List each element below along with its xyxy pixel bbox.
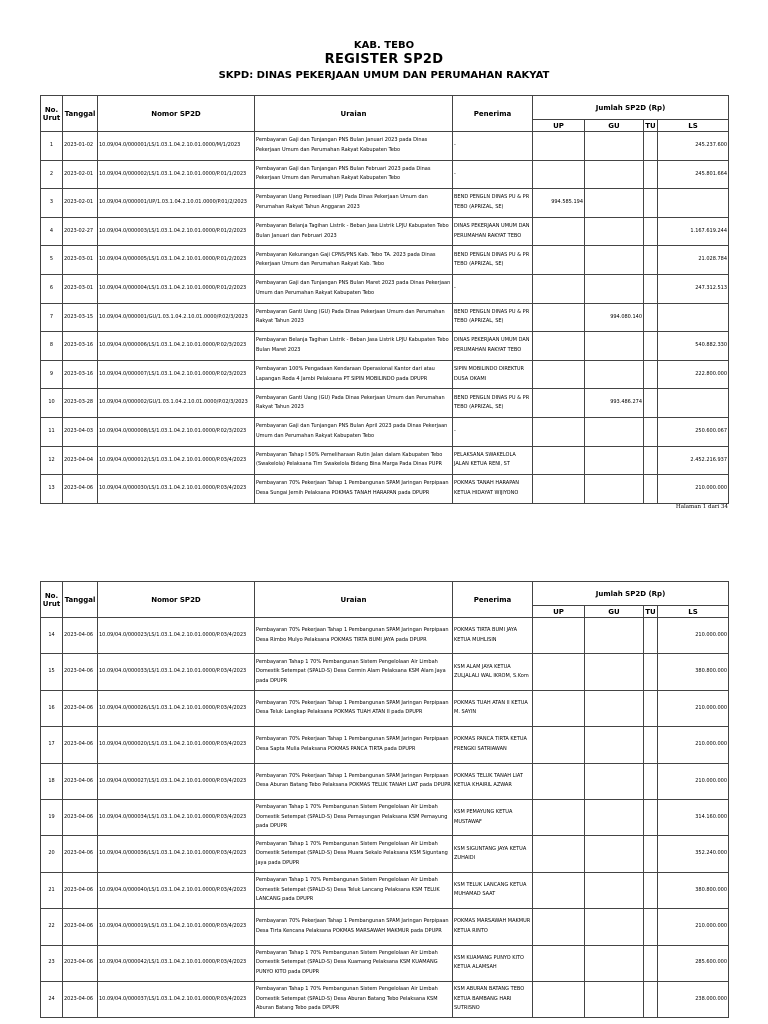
col-header-tu: TU: [645, 607, 656, 616]
cell-nomor-sp2d: 10.09/04.0/000007/LS/1.03.1.04.2.10.01.0000/P.02/3/2023: [98, 360, 255, 389]
cell-tanggal: 2023-04-06: [63, 763, 98, 799]
cell-uraian: Pembayaran Belanja Tagihan Listrik - Beban Jasa Listrik LPJU Kabupaten Tebo Bulan Maret 2023: [255, 332, 453, 361]
col-header-penerima: Penerima: [453, 582, 533, 618]
cell-tu: [644, 763, 658, 799]
page-number: Halaman 1 dari 34: [675, 504, 728, 510]
cell-up: [533, 217, 585, 246]
cell-up: [533, 872, 585, 908]
cell-penerima: -: [453, 274, 533, 303]
cell-tanggal: 2023-04-03: [63, 417, 98, 446]
cell-gu: [585, 475, 644, 504]
table-row: [41, 981, 729, 1017]
cell-tanggal: 2023-04-06: [63, 981, 98, 1017]
cell-ls: 21.028.784: [658, 246, 729, 275]
cell-gu: [585, 727, 644, 763]
cell-tu: [644, 836, 658, 872]
cell-gu: [585, 799, 644, 835]
table-row: [41, 618, 729, 654]
col-header-gu: GU: [585, 120, 644, 132]
cell-up: [533, 303, 585, 332]
table-row: [41, 799, 729, 835]
table-row: [41, 189, 729, 218]
cell-up: [533, 417, 585, 446]
cell-ls: 285.600.000: [658, 945, 729, 981]
cell-tanggal: 2023-04-06: [63, 475, 98, 504]
cell-tanggal: 2023-03-16: [63, 332, 98, 361]
cell-penerima: DINAS PEKERJAAN UMUM DAN PERUMAHAN RAKYAT TEBO: [453, 332, 533, 361]
cell-penerima: DINAS PEKERJAAN UMUM DAN PERUMAHAN RAKYAT TEBO: [453, 217, 533, 246]
cell-gu: [585, 417, 644, 446]
cell-tanggal: 2023-01-02: [63, 132, 98, 161]
cell-up: [533, 274, 585, 303]
cell-ls: 314.160.000: [658, 799, 729, 835]
cell-penerima: SIPIN MOBILINDO DIREKTUR DUSA OKAMI: [453, 360, 533, 389]
cell-ls: 1.167.619.244: [658, 217, 729, 246]
table-row: [41, 446, 729, 475]
cell-no: 14: [41, 618, 63, 654]
cell-nomor-sp2d: 10.09/04.0/000001/UP/1.03.1.04.2.10.01.0000/P.01/2/2023: [98, 189, 255, 218]
col-header-uraian: Uraian: [255, 96, 453, 132]
cell-uraian: Pembayaran Tahap 1 70% Pembangunan Sistem Pengelolaan Air Limbah Domestik Setempat (SPALD-S) Desa Pemayungan Pelaksana KSM Pemayung pada DPUPR: [255, 799, 453, 835]
cell-ls: 238.000.000: [658, 981, 729, 1017]
cell-penerima: -: [453, 132, 533, 161]
cell-tu: [644, 132, 658, 161]
cell-gu: [585, 189, 644, 218]
cell-gu: [585, 246, 644, 275]
cell-penerima: BEND PENGLN DINAS PU & PR TEBO (APRIZAL, SE): [453, 389, 533, 418]
cell-no: 24: [41, 981, 63, 1017]
cell-up: [533, 475, 585, 504]
cell-penerima: PELAKSANA SWAKELOLA JALAN KETUA RENI, ST: [453, 446, 533, 475]
table-row: [41, 654, 729, 690]
table-row: [41, 417, 729, 446]
col-header-jumlah: Jumlah SP2D (Rp): [533, 96, 729, 120]
cell-nomor-sp2d: 10.09/04.0/000030/LS/1.03.1.04.2.10.01.0000/P.03/4/2023: [98, 475, 255, 504]
cell-up: [533, 389, 585, 418]
cell-uraian: Pembayaran 70% Pekerjaan Tahap 1 Pembangunan SPAM Jaringan Perpipaan Desa Tirta Kencana Pelaksana POKMAS MARSAWAH MAKMUR pada DPUPR: [255, 909, 453, 945]
cell-penerima: BEND PENGLN DINAS PU & PR TEBO (APRIZAL, SE): [453, 189, 533, 218]
cell-nomor-sp2d: 10.09/04.0/000002/LS/1.03.1.04.2.10.01.0000/P.01/1/2023: [98, 160, 255, 189]
table-row: [41, 217, 729, 246]
cell-uraian: Pembayaran 70% Pekerjaan Tahap 1 Pembangunan SPAM Jaringan Perpipaan Desa Rimbo Mulyo Pelaksana POKMAS TIRTA BUMI JAYA pada DPUPR: [255, 618, 453, 654]
col-header-nomor: Nomor SP2D: [98, 96, 255, 132]
cell-tanggal: 2023-04-06: [63, 690, 98, 726]
cell-penerima: POKMAS TIRTA BUMI JAYA KETUA MUHLISIN: [453, 618, 533, 654]
cell-nomor-sp2d: 10.09/04.0/000023/LS/1.03.1.04.2.10.01.0000/P.03/4/2023: [98, 618, 255, 654]
cell-gu: [585, 763, 644, 799]
cell-up: [533, 654, 585, 690]
table-row: [41, 160, 729, 189]
cell-no: 4: [41, 217, 63, 246]
cell-no: 22: [41, 909, 63, 945]
cell-nomor-sp2d: 10.09/04.0/000003/LS/1.03.1.04.2.10.01.0000/P.01/2/2023: [98, 217, 255, 246]
cell-no: 1: [41, 132, 63, 161]
register-table-page-1: [40, 95, 729, 504]
cell-penerima: KSM TELUK LANCANG KETUA MUHAMAD SAAT: [453, 872, 533, 908]
cell-no: 10: [41, 389, 63, 418]
cell-up: [533, 618, 585, 654]
table-row: [41, 389, 729, 418]
col-header-up: UP: [533, 606, 585, 618]
col-header-nomor: Nomor SP2D: [98, 582, 255, 618]
cell-no: 8: [41, 332, 63, 361]
cell-uraian: Pembayaran Tahap 1 70% Pembangunan Sistem Pengelolaan Air Limbah Domestik Setempat (SPALD-S) Desa Teluk Lancang Pelaksana KSM TELUK LANCANG pada DPUPR: [255, 872, 453, 908]
cell-uraian: Pembayaran Tahap 1 70% Pembangunan Sistem Pengelolaan Air Limbah Domestik Setempat (SPALD-S) Desa Aburan Batang Tebo Pelaksana KSM Aburan Batang Tebo pada DPUPR: [255, 981, 453, 1017]
cell-no: 6: [41, 274, 63, 303]
cell-nomor-sp2d: 10.09/04.0/000040/LS/1.03.1.04.2.10.01.0000/P.03/4/2023: [98, 872, 255, 908]
cell-tanggal: 2023-02-01: [63, 189, 98, 218]
table-row: [41, 246, 729, 275]
table-row: [41, 872, 729, 908]
table-row: [41, 332, 729, 361]
cell-uraian: Pembayaran 70% Pekerjaan Tahap 1 Pembangunan SPAM Jaringan Perpipaan Desa Aburan Batang Tebo Pelaksana POKMAS TELUK TANAH LIAT pada DPUPR: [255, 763, 453, 799]
cell-up: [533, 981, 585, 1017]
cell-penerima: -: [453, 417, 533, 446]
cell-penerima: KSM ALAM JAYA KETUA ZULJALALI WAL IKROM, S.Kom: [453, 654, 533, 690]
cell-tu: [644, 799, 658, 835]
col-header-no: No. Urut: [41, 582, 63, 618]
cell-tu: [644, 654, 658, 690]
cell-ls: [658, 389, 729, 418]
col-header-ls: LS: [658, 120, 729, 132]
cell-up: [533, 836, 585, 872]
table-row: [41, 763, 729, 799]
cell-no: 23: [41, 945, 63, 981]
cell-ls: 250.600.067: [658, 417, 729, 446]
cell-ls: 222.800.000: [658, 360, 729, 389]
cell-gu: [585, 160, 644, 189]
cell-penerima: POKMAS TANAH HARAPAN KETUA HIDAYAT WIJIYONO: [453, 475, 533, 504]
cell-tanggal: 2023-04-06: [63, 945, 98, 981]
col-header-gu: GU: [585, 606, 644, 618]
cell-penerima: BEND PENGLN DINAS PU & PR TEBO (APRIZAL, SE): [453, 303, 533, 332]
cell-up: [533, 160, 585, 189]
cell-tu: [644, 217, 658, 246]
cell-tu: [644, 981, 658, 1017]
cell-gu: [585, 446, 644, 475]
cell-tu: [644, 274, 658, 303]
cell-gu: 994.080.140: [585, 303, 644, 332]
cell-tu: [644, 727, 658, 763]
cell-uraian: Pembayaran Gaji dan Tunjangan PNS Bulan Januari 2023 pada Dinas Pekerjaan Umum dan Perumahan Rakyat Kabupaten Tebo: [255, 132, 453, 161]
table-row: [41, 132, 729, 161]
cell-no: 2: [41, 160, 63, 189]
table-row: [41, 836, 729, 872]
cell-tu: [644, 872, 658, 908]
cell-ls: 245.237.600: [658, 132, 729, 161]
cell-ls: 245.801.664: [658, 160, 729, 189]
cell-up: [533, 246, 585, 275]
cell-tu: [644, 246, 658, 275]
cell-uraian: Pembayaran Gaji dan Tunjangan PNS Bulan Februari 2023 pada Dinas Pekerjaan Umum dan Perumahan Rakyat Kabupaten Tebo: [255, 160, 453, 189]
table-row: [41, 690, 729, 726]
cell-ls: 210.000.000: [658, 618, 729, 654]
cell-uraian: Pembayaran Ganti Uang (GU) Pada Dinas Pekerjaan Umum dan Perumahan Rakyat Tahun 2023: [255, 303, 453, 332]
cell-tu: [644, 475, 658, 504]
cell-uraian: Pembayaran Uang Persediaan (UP) Pada Dinas Pekerjaan Umum dan Perumahan Rakyat Tahun Anggaran 2023: [255, 189, 453, 218]
cell-uraian: Pembayaran Belanja Tagihan Listrik - Beban Jasa Listrik LPJU Kabupaten Tebo Bulan Januari dan Februari 2023: [255, 217, 453, 246]
cell-tu: [644, 303, 658, 332]
cell-tanggal: 2023-03-15: [63, 303, 98, 332]
cell-penerima: KSM KUAMANG PUNYO KITO KETUA ALAMSAH: [453, 945, 533, 981]
cell-uraian: Pembayaran Tahap I 50% Pemeliharaan Rutin Jalan dalam Kabupaten Tebo (Swakelola) Pelaksana Tim Swakelola Bidang Bina Marga Pada Dinas PUPR: [255, 446, 453, 475]
cell-no: 20: [41, 836, 63, 872]
cell-ls: 352.240.000: [658, 836, 729, 872]
cell-gu: [585, 132, 644, 161]
cell-penerima: -: [453, 160, 533, 189]
cell-nomor-sp2d: 10.09/04.0/000002/GU/1.03.1.04.2.10.01.0000/P.02/3/2023: [98, 389, 255, 418]
cell-up: [533, 727, 585, 763]
cell-penerima: KSM ABURAN BATANG TEBO KETUA BAMBANG HARI SUTRISNO: [453, 981, 533, 1017]
cell-up: [533, 446, 585, 475]
cell-penerima: POKMAS MARSAWAH MAKMUR KETUA RINTO: [453, 909, 533, 945]
cell-no: 17: [41, 727, 63, 763]
cell-up: [533, 690, 585, 726]
cell-gu: [585, 836, 644, 872]
cell-ls: [658, 303, 729, 332]
cell-no: 21: [41, 872, 63, 908]
cell-nomor-sp2d: 10.09/04.0/000001/LS/1.03.1.04.2.10.01.0000/M/1/2023: [98, 132, 255, 161]
cell-uraian: Pembayaran Gaji dan Tunjangan PNS Bulan Maret 2023 pada Dinas Pekerjaan Umum dan Perumahan Rakyat Kabupaten Tebo: [255, 274, 453, 303]
cell-tu: [644, 417, 658, 446]
cell-ls: 380.800.000: [658, 872, 729, 908]
table-row: [41, 303, 729, 332]
cell-nomor-sp2d: 10.09/04.0/000027/LS/1.03.1.04.2.10.01.0000/P.03/4/2023: [98, 763, 255, 799]
cell-tu: [644, 389, 658, 418]
cell-gu: [585, 981, 644, 1017]
cell-nomor-sp2d: 10.09/04.0/000008/LS/1.03.1.04.2.10.01.0000/P.02/3/2023: [98, 417, 255, 446]
cell-up: [533, 909, 585, 945]
cell-no: 7: [41, 303, 63, 332]
cell-up: [533, 945, 585, 981]
cell-gu: [585, 217, 644, 246]
cell-up: [533, 332, 585, 361]
cell-ls: 210.000.000: [658, 763, 729, 799]
cell-penerima: POKMAS PANCA TIRTA KETUA FRENGKI SATRIAWAN: [453, 727, 533, 763]
cell-tanggal: 2023-04-06: [63, 836, 98, 872]
cell-tanggal: 2023-04-06: [63, 618, 98, 654]
cell-ls: 247.312.513: [658, 274, 729, 303]
table-row: [41, 475, 729, 504]
cell-tu: [644, 446, 658, 475]
cell-nomor-sp2d: 10.09/04.0/000019/LS/1.03.1.04.2.10.01.0000/P.03/4/2023: [98, 909, 255, 945]
cell-gu: [585, 332, 644, 361]
cell-nomor-sp2d: 10.09/04.0/000020/LS/1.03.1.04.2.10.01.0000/P.03/4/2023: [98, 727, 255, 763]
cell-uraian: Pembayaran Ganti Uang (GU) Pada Dinas Pekerjaan Umum dan Perumahan Rakyat Tahun 2023: [255, 389, 453, 418]
cell-ls: 380.800.000: [658, 654, 729, 690]
cell-penerima: KSM SIGUNTANG JAYA KETUA ZUHAIDI: [453, 836, 533, 872]
cell-gu: [585, 360, 644, 389]
cell-up: [533, 360, 585, 389]
cell-uraian: Pembayaran 70% Pekerjaan Tahap 1 Pembangunan SPAM Jaringan Perpipaan Desa Sungai Jernih Pelaksana POKMAS TANAH HARAPAN pada DPUPR: [255, 475, 453, 504]
register-table-page-2: [40, 581, 729, 1018]
cell-nomor-sp2d: 10.09/04.0/000006/LS/1.03.1.04.2.10.01.0000/P.02/3/2023: [98, 332, 255, 361]
cell-uraian: Pembayaran Tahap 1 70% Pembangunan Sistem Pengelolaan Air Limbah Domestik Setempat (SPALD-S) Desa Kuamang Pelaksana KSM KUAMANG PUNYO KITO pada DPUPR: [255, 945, 453, 981]
cell-tanggal: 2023-04-06: [63, 909, 98, 945]
cell-tanggal: 2023-03-28: [63, 389, 98, 418]
cell-nomor-sp2d: 10.09/04.0/000037/LS/1.03.1.04.2.10.01.0000/P.03/4/2023: [98, 981, 255, 1017]
cell-nomor-sp2d: 10.09/04.0/000012/LS/1.03.1.04.2.10.01.0000/P.03/4/2023: [98, 446, 255, 475]
cell-ls: [658, 189, 729, 218]
cell-tu: [644, 332, 658, 361]
cell-tanggal: 2023-03-01: [63, 246, 98, 275]
cell-tu: [644, 189, 658, 218]
cell-tanggal: 2023-04-04: [63, 446, 98, 475]
col-header-up: UP: [533, 120, 585, 132]
cell-tanggal: 2023-02-01: [63, 160, 98, 189]
cell-nomor-sp2d: 10.09/04.0/000034/LS/1.03.1.04.2.10.01.0000/P.03/4/2023: [98, 799, 255, 835]
cell-tu: [644, 618, 658, 654]
table-row: [41, 909, 729, 945]
cell-tu: [644, 360, 658, 389]
cell-ls: 210.000.000: [658, 690, 729, 726]
cell-tu: [644, 909, 658, 945]
cell-gu: [585, 690, 644, 726]
cell-no: 18: [41, 763, 63, 799]
cell-tanggal: 2023-04-06: [63, 654, 98, 690]
cell-nomor-sp2d: 10.09/04.0/000033/LS/1.03.1.04.2.10.01.0000/P.03/4/2023: [98, 654, 255, 690]
cell-gu: [585, 909, 644, 945]
cell-nomor-sp2d: 10.09/04.0/000004/LS/1.03.1.04.2.10.01.0000/P.01/2/2023: [98, 274, 255, 303]
col-header-jumlah: Jumlah SP2D (Rp): [533, 582, 729, 606]
col-header-no: No. Urut: [41, 96, 63, 132]
cell-uraian: Pembayaran Tahap 1 70% Pembangunan Sistem Pengelolaan Air Limbah Domestik Setempat (SPALD-S) Desa Muara Sekalo Pelaksana KSM Siguntang Jaya pada DPUPR: [255, 836, 453, 872]
cell-tanggal: 2023-02-27: [63, 217, 98, 246]
cell-gu: [585, 274, 644, 303]
cell-no: 13: [41, 475, 63, 504]
cell-penerima: POKMAS TELUK TANAH LIAT KETUA KHAIRIL AZWAR: [453, 763, 533, 799]
cell-up: 994.585.194: [533, 189, 585, 218]
cell-no: 3: [41, 189, 63, 218]
cell-up: [533, 799, 585, 835]
cell-no: 9: [41, 360, 63, 389]
cell-tu: [644, 690, 658, 726]
col-header-tu: TU: [645, 121, 656, 130]
cell-up: [533, 763, 585, 799]
cell-penerima: BEND PENGLN DINAS PU & PR TEBO (APRIZAL, SE): [453, 246, 533, 275]
cell-no: 11: [41, 417, 63, 446]
cell-uraian: Pembayaran Tahap 1 70% Pembangunan Sistem Pengelolaan Air Limbah Domestik Setempat (SPALD-S) Desa Cermin Alam Pelaksana KSM Alam Jaya pada DPUPR: [255, 654, 453, 690]
cell-penerima: POKMAS TUAH ATAN II KETUA M. SAYIN: [453, 690, 533, 726]
cell-uraian: Pembayaran 70% Pekerjaan Tahap 1 Pembangunan SPAM Jaringan Perpipaan Desa Teluk Langkap Pelaksana POKMAS TUAH ATAN II pada DPUPR: [255, 690, 453, 726]
table-row: [41, 727, 729, 763]
cell-no: 19: [41, 799, 63, 835]
cell-nomor-sp2d: 10.09/04.0/000042/LS/1.03.1.04.2.10.01.0000/P.03/4/2023: [98, 945, 255, 981]
cell-tanggal: 2023-04-06: [63, 872, 98, 908]
cell-no: 16: [41, 690, 63, 726]
cell-tanggal: 2023-03-16: [63, 360, 98, 389]
col-header-ls: LS: [658, 606, 729, 618]
page-title: REGISTER SP2D: [324, 52, 444, 67]
cell-no: 15: [41, 654, 63, 690]
kabupaten-heading: KAB. TEBO: [353, 40, 415, 51]
cell-nomor-sp2d: 10.09/04.0/000005/LS/1.03.1.04.2.10.01.0000/P.01/2/2023: [98, 246, 255, 275]
cell-nomor-sp2d: 10.09/04.0/000001/GU/1.03.1.04.2.10.01.0000/P.02/3/2023: [98, 303, 255, 332]
table-row: [41, 360, 729, 389]
cell-penerima: KSM PEMAYUNG KETUA MUSTAWAF: [453, 799, 533, 835]
cell-gu: 993.486.274: [585, 389, 644, 418]
cell-ls: 210.000.000: [658, 475, 729, 504]
cell-no: 5: [41, 246, 63, 275]
cell-gu: [585, 618, 644, 654]
cell-tu: [644, 945, 658, 981]
cell-ls: 210.000.000: [658, 909, 729, 945]
cell-no: 12: [41, 446, 63, 475]
col-header-tanggal: Tanggal: [63, 96, 98, 132]
cell-nomor-sp2d: 10.09/04.0/000036/LS/1.03.1.04.2.10.01.0000/P.03/4/2023: [98, 836, 255, 872]
cell-uraian: Pembayaran 100% Pengadaan Kendaraan Operasional Kantor dari atau Lapangan Roda 4 Jambi Pelaksana PT SIPIN MOBILINDO pada DPUPR: [255, 360, 453, 389]
cell-tanggal: 2023-03-01: [63, 274, 98, 303]
cell-tu: [644, 160, 658, 189]
cell-tanggal: 2023-04-06: [63, 799, 98, 835]
col-header-tanggal: Tanggal: [63, 582, 98, 618]
cell-ls: 540.882.330: [658, 332, 729, 361]
cell-gu: [585, 872, 644, 908]
cell-ls: 210.000.000: [658, 727, 729, 763]
cell-up: [533, 132, 585, 161]
cell-gu: [585, 654, 644, 690]
cell-gu: [585, 945, 644, 981]
cell-uraian: Pembayaran 70% Pekerjaan Tahap 1 Pembangunan SPAM Jaringan Perpipaan Desa Sapta Mulia Pelaksana POKMAS PANCA TIRTA pada DPUPR: [255, 727, 453, 763]
skpd-heading: SKPD: DINAS PEKERJAAN UMUM DAN PERUMAHAN RAKYAT: [218, 70, 550, 81]
cell-uraian: Pembayaran Gaji dan Tunjangan PNS Bulan April 2023 pada Dinas Pekerjaan Umum dan Perumahan Rakyat Kabupaten Tebo: [255, 417, 453, 446]
col-header-uraian: Uraian: [255, 582, 453, 618]
cell-nomor-sp2d: 10.09/04.0/000026/LS/1.03.1.04.2.10.01.0000/P.03/4/2023: [98, 690, 255, 726]
table-row: [41, 945, 729, 981]
col-header-penerima: Penerima: [453, 96, 533, 132]
cell-tanggal: 2023-04-06: [63, 727, 98, 763]
table-row: [41, 274, 729, 303]
cell-ls: 2.452.216.937: [658, 446, 729, 475]
cell-uraian: Pembayaran Kekurangan Gaji CPNS/PNS Kab. Tebo TA. 2023 pada Dinas Pekerjaan Umum dan Perumahan Rakyat Kab. Tebo: [255, 246, 453, 275]
